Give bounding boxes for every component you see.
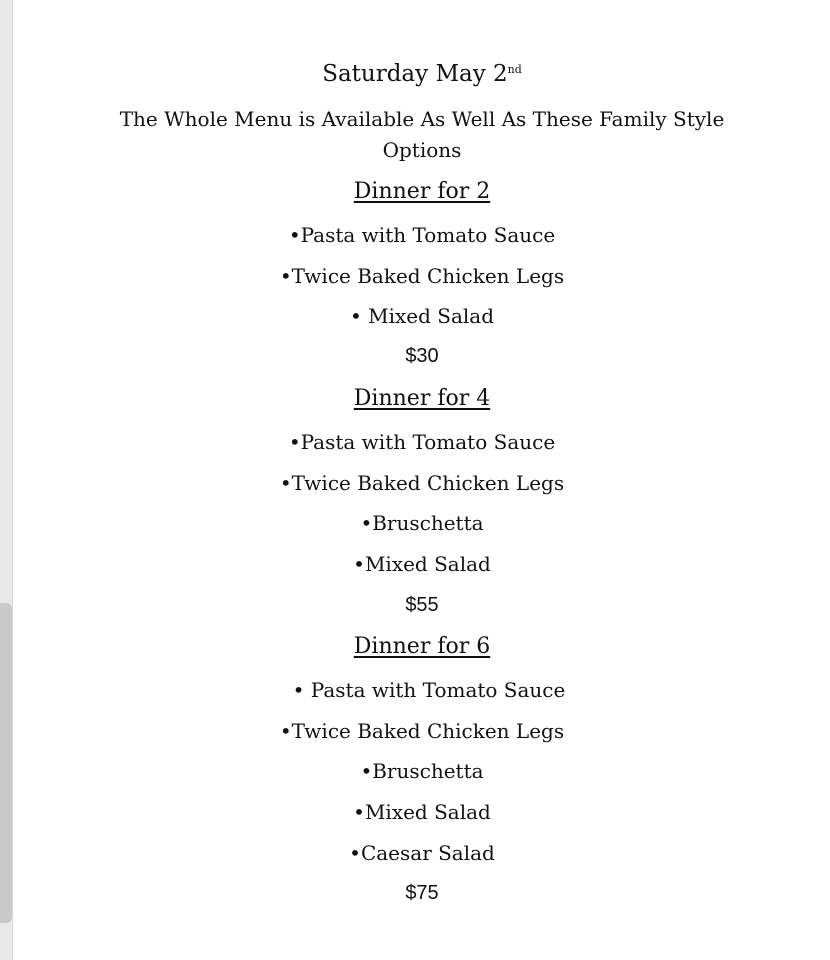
menu-item: •Twice Baked Chicken Legs [279, 719, 565, 743]
price-dinner-for-2: $30 [405, 345, 439, 367]
intro-line-1: The Whole Menu is Available As Well As These Family Style [119, 107, 725, 131]
page-title [13, 62, 830, 86]
menu-item: •Bruschetta [360, 511, 484, 535]
price-dinner-for-4: $55 [405, 594, 439, 616]
menu-item: • Pasta with Tomato Sauce [292, 678, 566, 702]
menu-item: •Bruschetta [360, 759, 484, 783]
menu-item: •Pasta with Tomato Sauce [288, 430, 556, 454]
menu-item: • Mixed Salad [349, 304, 495, 328]
menu-item: •Caesar Salad [349, 841, 495, 865]
title-text: Saturday May 2 [322, 61, 508, 87]
heading-text: Dinner for 4 [353, 386, 491, 411]
section-heading-dinner-for-4 [13, 387, 830, 411]
price-dinner-for-6: $75 [405, 882, 439, 904]
heading-text: Dinner for 2 [353, 179, 491, 204]
scrollbar[interactable] [0, 603, 12, 923]
document-page [12, 0, 830, 960]
menu-item: •Pasta with Tomato Sauce [288, 223, 556, 247]
section-heading-dinner-for-6 [13, 635, 830, 659]
intro-line-2: Options [382, 138, 462, 162]
heading-text: Dinner for 6 [353, 634, 491, 659]
menu-item: •Mixed Salad [353, 800, 491, 824]
menu-item: •Mixed Salad [353, 552, 491, 576]
menu-item: •Twice Baked Chicken Legs [279, 471, 565, 495]
section-heading-dinner-for-2 [13, 180, 830, 204]
title-superscript: nd [507, 63, 522, 76]
menu-item: •Twice Baked Chicken Legs [279, 264, 565, 288]
